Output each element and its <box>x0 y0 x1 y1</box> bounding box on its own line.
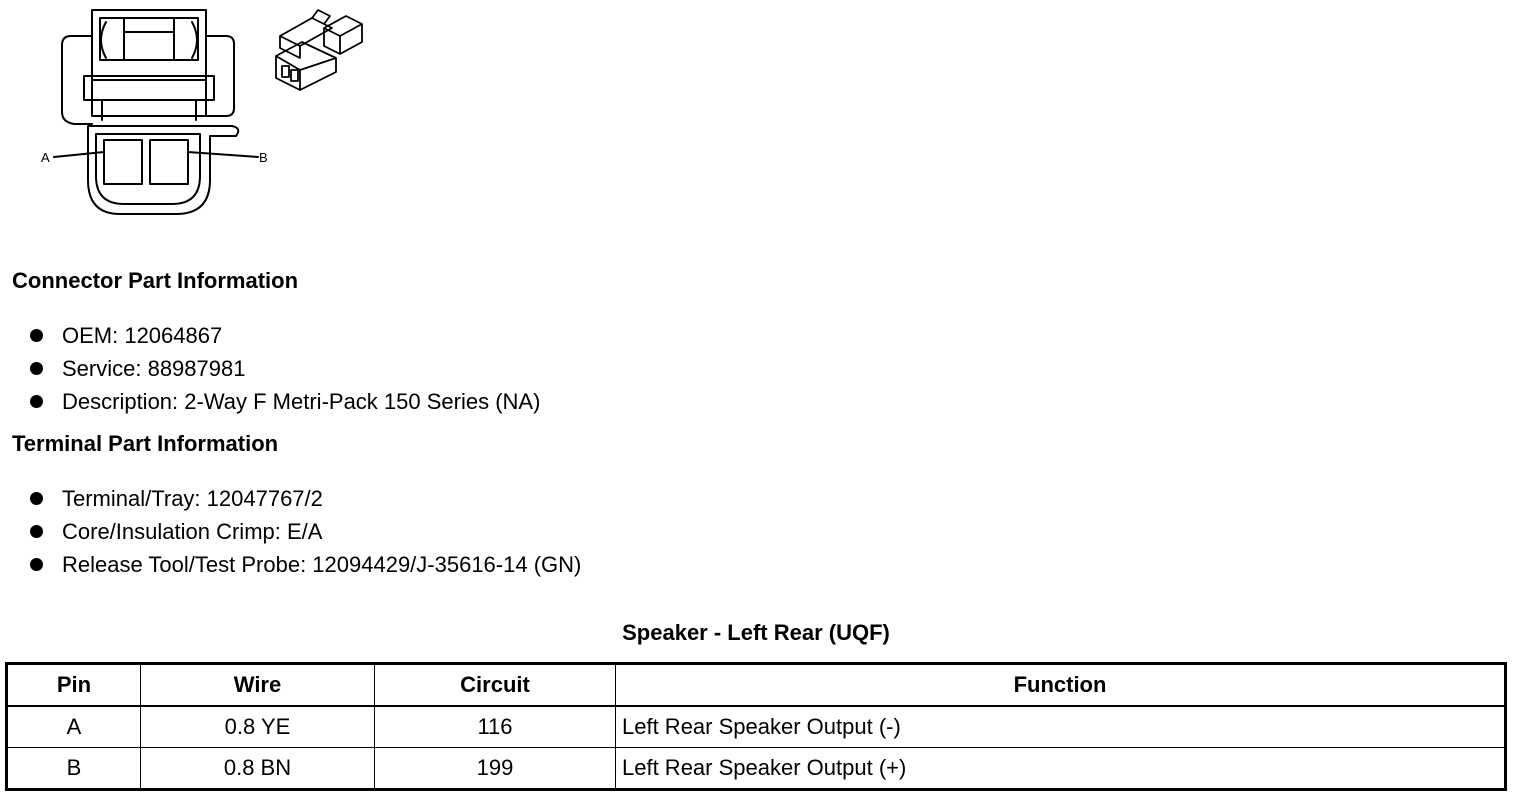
cell-wire: 0.8 YE <box>141 706 375 748</box>
table-row <box>7 706 1506 748</box>
header-circuit: Circuit <box>375 664 616 707</box>
connector-isometric <box>276 10 362 90</box>
cell-function: Left Rear Speaker Output (-) <box>616 706 1506 748</box>
terminal-info-title: Terminal Part Information <box>12 431 279 456</box>
connector-info-list <box>30 319 540 418</box>
cavity-b <box>150 140 188 184</box>
list-item: Release Tool/Test Probe: 12094429/J-35616-14 (GN) <box>30 548 581 581</box>
connector-info-title: Connector Part Information <box>12 268 299 293</box>
list-item: Service: 88987981 <box>30 352 540 385</box>
header-pin: Pin <box>7 664 141 707</box>
bullet-icon <box>30 362 43 375</box>
bullet-icon <box>30 492 43 505</box>
connector-latch <box>92 10 206 80</box>
cell-circuit: 116 <box>375 706 616 748</box>
pin-table-title: Speaker - Left Rear (UQF) <box>622 620 890 645</box>
pin-label-b: B <box>259 150 268 165</box>
cell-pin: B <box>7 748 141 790</box>
bullet-icon <box>30 395 43 408</box>
cavity-a <box>104 140 142 184</box>
list-item: Description: 2-Way F Metri-Pack 150 Series (NA) <box>30 385 540 418</box>
header-wire: Wire <box>141 664 375 707</box>
bullet-icon <box>30 525 43 538</box>
terminal-info-list <box>30 482 581 581</box>
list-item: OEM: 12064867 <box>30 319 540 352</box>
cell-pin: A <box>7 706 141 748</box>
bullet-icon <box>30 329 43 342</box>
list-item: Terminal/Tray: 12047767/2 <box>30 482 581 515</box>
header-function: Function <box>616 664 1506 707</box>
pin-table <box>5 662 1507 791</box>
table-row <box>7 748 1506 790</box>
cell-circuit: 199 <box>375 748 616 790</box>
table-header-row <box>7 664 1506 707</box>
connector-diagram <box>0 0 380 230</box>
pin-label-a: A <box>41 150 50 165</box>
bullet-icon <box>30 558 43 571</box>
cell-wire: 0.8 BN <box>141 748 375 790</box>
cell-function: Left Rear Speaker Output (+) <box>616 748 1506 790</box>
list-item: Core/Insulation Crimp: E/A <box>30 515 581 548</box>
